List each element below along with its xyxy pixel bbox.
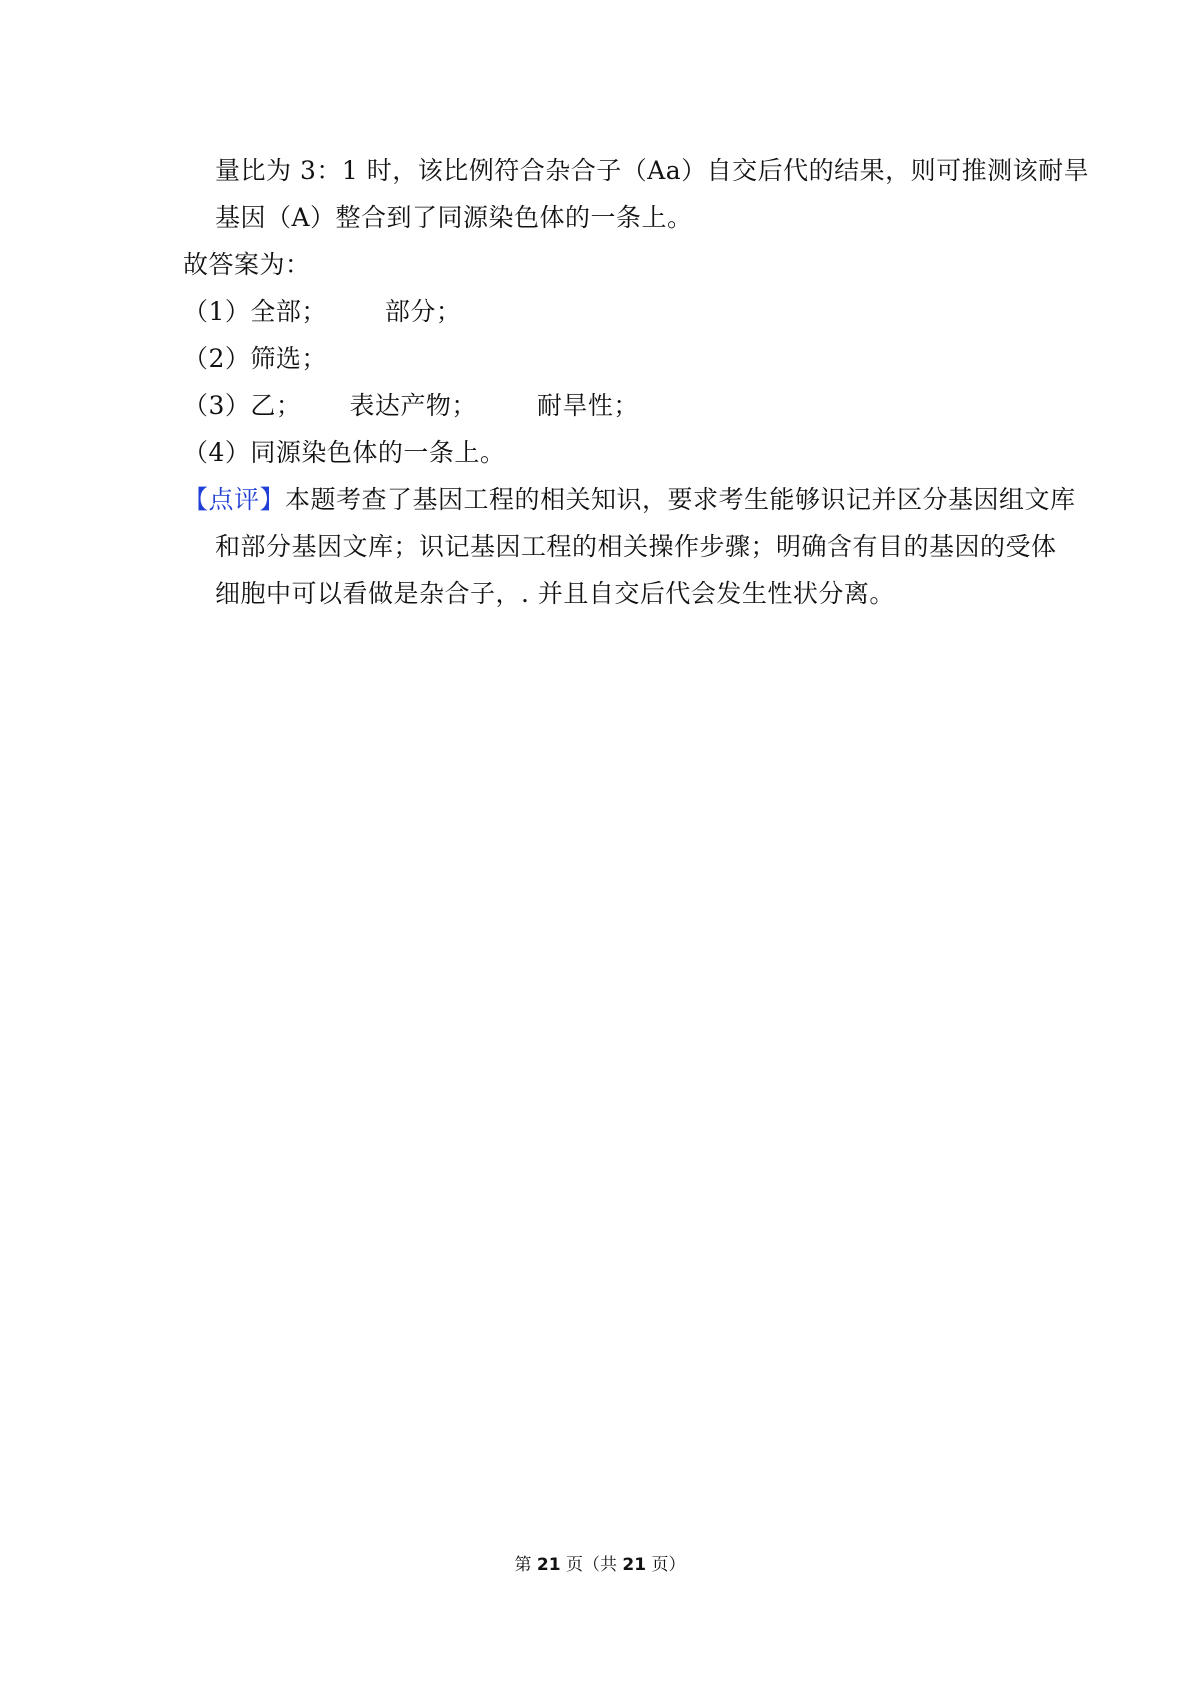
comment-line-3: 细胞中可以看做是杂合子，. 并且自交后代会发生性状分离。 bbox=[215, 579, 895, 608]
comment-line-2: 和部分基因文库；识记基因工程的相关操作步骤；明确含有目的基因的受体 bbox=[215, 532, 1057, 561]
answer-item-3-part-a: （3）乙； bbox=[183, 391, 302, 420]
answer-item-3-part-c: 耐旱性； bbox=[536, 391, 639, 420]
answer-item-1 bbox=[183, 295, 461, 329]
answer-item-3-part-b: 表达产物； bbox=[349, 391, 477, 420]
answer-item-1-part-a: （1）全部； bbox=[183, 297, 327, 326]
answer-item-1-part-b: 部分； bbox=[384, 297, 462, 326]
footer-page-number: 21 bbox=[536, 1555, 561, 1575]
comment-tag: 【点评】 bbox=[183, 485, 286, 514]
footer-prefix: 第 bbox=[514, 1555, 532, 1575]
page-footer bbox=[0, 1554, 1200, 1576]
explanation-line-2: 基因（A）整合到了同源染色体的一条上。 bbox=[215, 203, 693, 232]
comment-line-1 bbox=[183, 483, 1076, 517]
explanation-line-1: 量比为 3：1 时，该比例符合杂合子（Aa）自交后代的结果，则可推测该耐旱 bbox=[215, 156, 1090, 185]
comment-text-1: 本题考查了基因工程的相关知识，要求考生能够识记并区分基因组文库 bbox=[285, 485, 1076, 514]
answer-item-2: （2）筛选； bbox=[183, 344, 327, 373]
footer-suffix: 页） bbox=[651, 1555, 686, 1575]
answer-item-4: （4）同源染色体的一条上。 bbox=[183, 438, 506, 467]
answer-item-3 bbox=[183, 389, 639, 423]
footer-total-pages: 21 bbox=[622, 1555, 647, 1575]
footer-middle: 页（共 bbox=[566, 1555, 617, 1575]
answer-heading: 故答案为： bbox=[183, 250, 311, 279]
